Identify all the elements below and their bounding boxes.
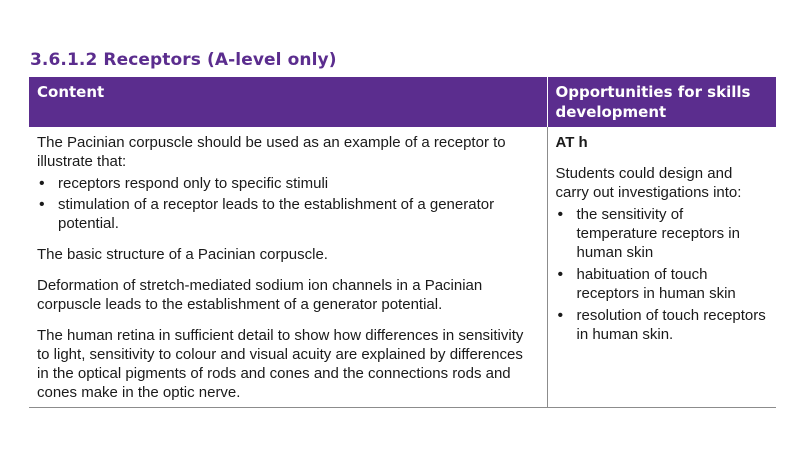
skills-bullet-item: • the sensitivity of temperature receptors in human skin (556, 205, 769, 262)
table-header-row (29, 77, 776, 127)
section-title: 3.6.1.2 Receptors (A-level only) (30, 50, 337, 70)
content-bullet-list (37, 174, 539, 233)
content-cell (29, 127, 547, 408)
header-skills: Opportunities for skills development (547, 77, 776, 127)
content-paragraph-structure: The basic structure of a Pacinian corpuscle. (37, 246, 328, 263)
table-row (29, 127, 776, 408)
skills-bullet-item: • habituation of touch receptors in human skin (556, 265, 769, 303)
skills-bullet-list (556, 205, 769, 344)
content-bullet-item: • stimulation of a receptor leads to the establishment of a generator potential. (37, 195, 539, 233)
content-bullet-item: • receptors respond only to specific stimuli (37, 174, 539, 193)
header-content: Content (29, 77, 547, 127)
skills-cell (547, 127, 776, 408)
skills-code: AT h (555, 134, 588, 151)
skills-bullet-item: • resolution of touch receptors in human skin. (556, 306, 769, 344)
content-paragraph-retina: The human retina in sufficient detail to show how differences in sensitivity to light, sensitivity to colour and visual acuity are explained by differences in the optical pigments of rods and cones and the connections rods and cones make in the optic nerve. (37, 327, 524, 401)
spec-table (29, 77, 776, 408)
content-paragraph-deformation: Deformation of stretch-mediated sodium ion channels in a Pacinian corpuscle leads to the establishment of a generator potential. (37, 277, 483, 313)
skills-intro: Students could design and carry out investigations into: (555, 165, 742, 201)
content-intro: The Pacinian corpuscle should be used as an example of a receptor to illustrate that: (37, 134, 506, 170)
